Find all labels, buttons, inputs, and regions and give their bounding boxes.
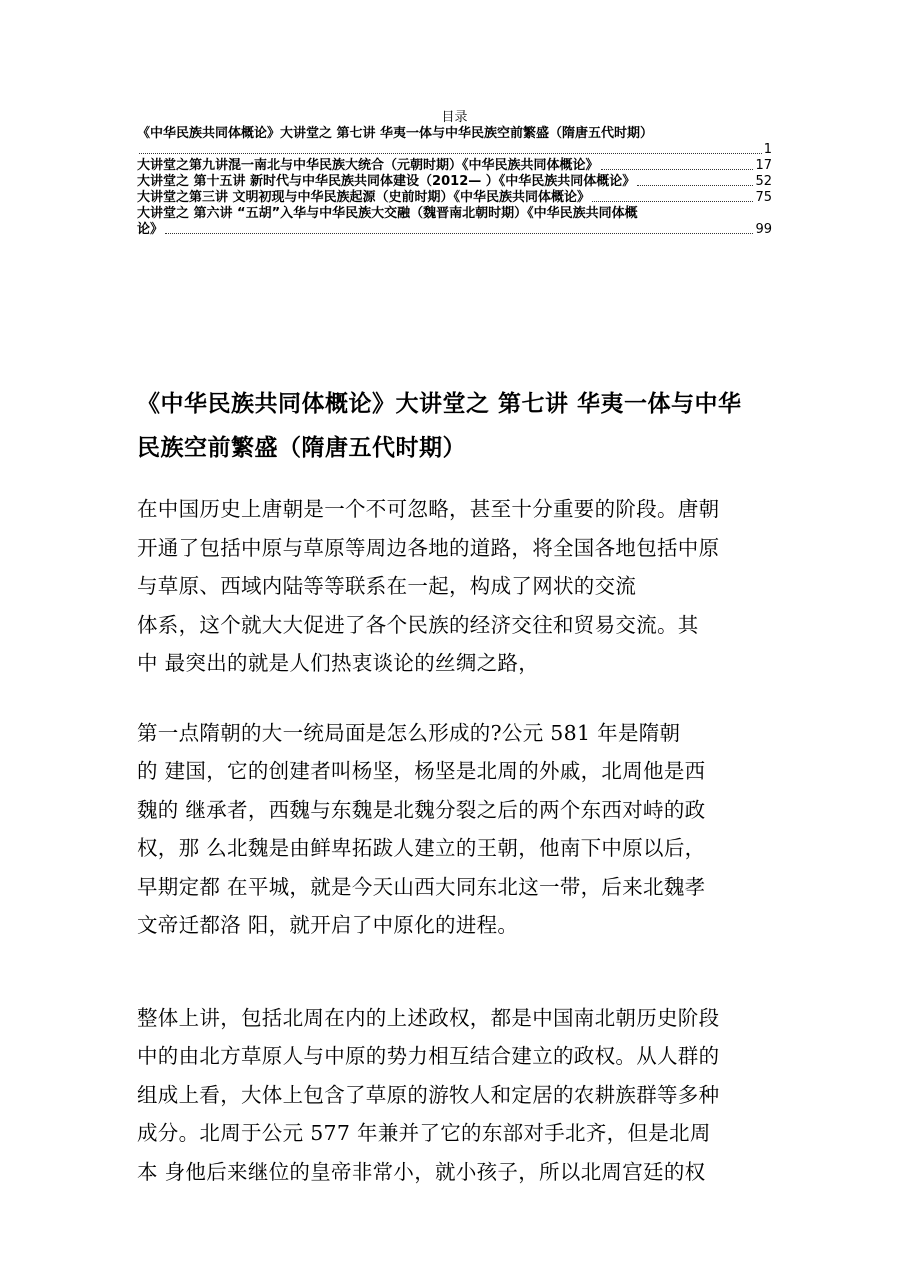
toc-leader-dots (139, 153, 762, 154)
toc-leader-dots (165, 233, 753, 234)
title-line: 民族空前繁盛（隋唐五代时期） (137, 435, 466, 461)
toc-page-number: 99 (755, 222, 772, 237)
toc-entry[interactable] (137, 126, 772, 158)
toc-leader-dots (637, 185, 753, 186)
toc-leader-dots (592, 201, 753, 202)
text-line: 第一点隋朝的大一统局面是怎么形成的?公元 581 年是隋朝 (137, 720, 681, 745)
text-line: 魏的 继承者，西魏与东魏是北魏分裂之后的两个东西对峙的政 (137, 797, 706, 822)
article-title (137, 382, 777, 470)
toc-entry-title-cont: 论》 (137, 222, 164, 237)
toc-entry[interactable] (137, 158, 772, 174)
title-line: 《中华民族共同体概论》大讲堂之 第七讲 华夷一体与中华 (137, 391, 742, 417)
text-line: 中 最突出的就是人们热衷谈论的丝绸之路， (137, 651, 540, 675)
text-line: 整体上讲，包括北周在内的上述政权，都是中国南北朝历史阶段 (137, 1005, 720, 1030)
text-line: 本 身他后来继位的皇帝非常小，就小孩子，所以北周宫廷的权 (137, 1159, 706, 1184)
text-line: 组成上看，大体上包含了草原的游牧人和定居的农耕族群等多种 (137, 1082, 720, 1107)
toc-entry-title: 大讲堂之第九讲混一南北与中华民族大统合（元朝时期）《中华民族共同体概论》 (137, 158, 599, 173)
text-line: 开通了包括中原与草原等周边各地的道路，将全国各地包括中原 (137, 535, 720, 560)
paragraph (137, 490, 777, 683)
toc-entry-title: 《中华民族共同体概论》大讲堂之 第七讲 华夷一体与中华民族空前繁盛（隋唐五代时期） (137, 126, 654, 141)
toc-entry[interactable] (137, 174, 772, 190)
toc-page-number: 1 (763, 142, 772, 157)
toc-entry-title: 大讲堂之 第六讲 “五胡”入华与中华民族大交融（魏晋南北朝时期）《中华民族共同体概 (137, 206, 638, 221)
toc-page-number: 17 (755, 158, 772, 173)
toc-entry[interactable] (137, 190, 772, 206)
toc-entry-title: 大讲堂之第三讲 文明初现与中华民族起源（史前时期）《中华民族共同体概论》 (137, 190, 591, 205)
toc-entry[interactable] (137, 206, 772, 238)
text-line: 体系，这个就大大促进了各个民族的经济交往和贸易交流。其 (137, 612, 699, 637)
toc-page-number: 75 (755, 190, 772, 205)
text-line: 权，那 么北魏是由鲜卑拓跋人建立的王朝，他南下中原以后， (137, 836, 706, 860)
text-line: 在中国历史上唐朝是一个不可忽略，甚至十分重要的阶段。唐朝 (137, 497, 720, 521)
toc-page-number: 52 (755, 174, 772, 189)
paragraph (137, 999, 777, 1192)
article (137, 382, 777, 1191)
text-line: 与草原、西域内陆等等联系在一起，构成了网状的交流 (137, 574, 637, 598)
table-of-contents (137, 110, 772, 238)
toc-entry-title: 大讲堂之 第十五讲 新时代与中华民族共同体建设（2012— ）《中华民族共同体概论》 (137, 174, 636, 189)
toc-heading: 目录 (441, 110, 468, 125)
text-line: 早期定都 在平城，就是今天山西大同东北这一带，后来北魏孝 (137, 874, 706, 899)
text-line: 成分。北周于公元 577 年兼并了它的东部对手北齐，但是北周 (137, 1121, 711, 1145)
toc-leader-dots (601, 169, 754, 170)
text-line: 文帝迁都洛 阳，就开启了中原化的进程。 (137, 913, 519, 937)
paragraph (137, 714, 777, 945)
text-line: 的 建国，它的创建者叫杨坚，杨坚是北周的外戚，北周他是西 (137, 759, 706, 783)
text-line: 中的由北方草原人与中原的势力相互结合建立的政权。从人群的 (137, 1044, 720, 1068)
